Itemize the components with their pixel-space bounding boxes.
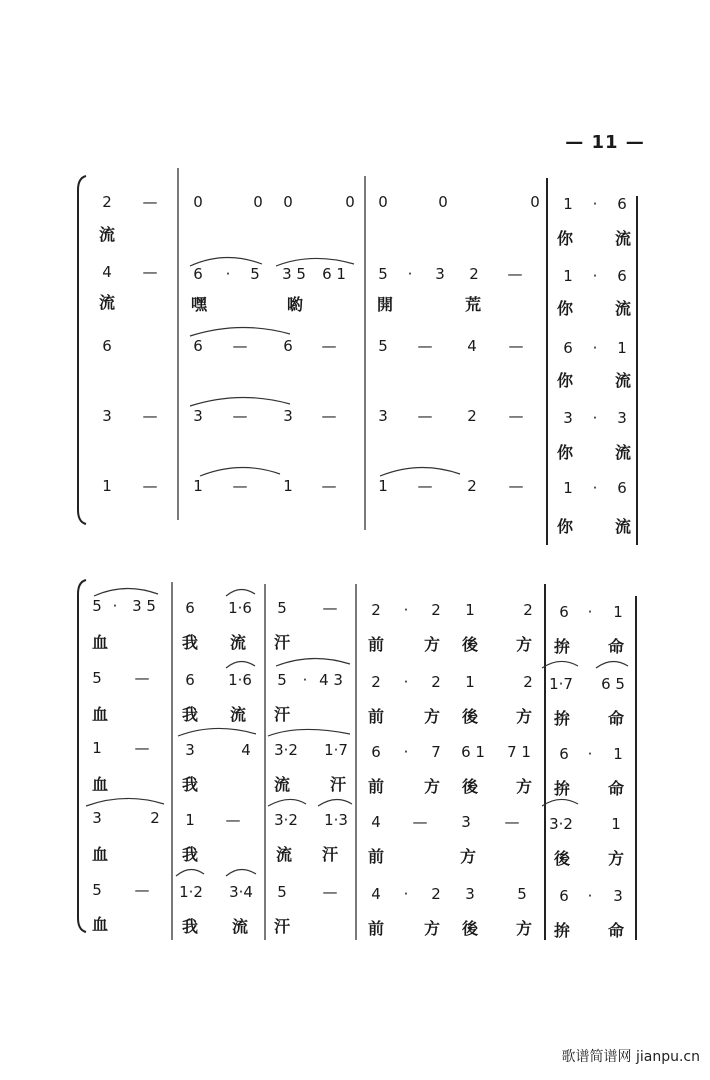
lyric: 血 bbox=[91, 915, 108, 934]
lyric: 方 bbox=[423, 707, 440, 726]
note: — bbox=[322, 599, 338, 617]
note: 1·7 bbox=[324, 741, 348, 759]
lyric: 前 bbox=[367, 777, 384, 796]
lyric: 喲 bbox=[286, 295, 303, 314]
note: 3 bbox=[185, 741, 195, 759]
note: 0 bbox=[378, 193, 388, 211]
note: 6 1 bbox=[461, 743, 485, 761]
slur bbox=[176, 869, 204, 876]
note: — bbox=[321, 407, 337, 425]
note: 4 bbox=[467, 337, 477, 355]
lyric: 流 bbox=[614, 229, 631, 248]
note: 3 bbox=[193, 407, 203, 425]
lyric: 嘿 bbox=[190, 295, 207, 314]
lyric: 流 bbox=[614, 371, 631, 390]
lyric: 我 bbox=[181, 705, 198, 724]
note: · bbox=[112, 597, 118, 615]
note: 5 bbox=[92, 597, 102, 615]
note: 6 bbox=[193, 265, 203, 283]
note: 1 bbox=[92, 739, 102, 757]
note: · bbox=[403, 673, 409, 691]
note: 2 bbox=[371, 673, 381, 691]
note: 6 bbox=[371, 743, 381, 761]
note: · bbox=[592, 409, 598, 427]
note: — bbox=[142, 407, 158, 425]
note: — bbox=[508, 477, 524, 495]
note: — bbox=[142, 263, 158, 281]
lyric: 前 bbox=[367, 847, 384, 866]
slur bbox=[178, 728, 256, 736]
note: 3·4 bbox=[229, 883, 253, 901]
note: 5 bbox=[277, 883, 287, 901]
note: 3 bbox=[563, 409, 573, 427]
note: — bbox=[417, 407, 433, 425]
note: 6 bbox=[559, 603, 569, 621]
lyric: 命 bbox=[607, 637, 624, 656]
note: — bbox=[507, 265, 523, 283]
note: — bbox=[232, 477, 248, 495]
lyric: 汗 bbox=[329, 775, 346, 794]
lyric: 流 bbox=[231, 917, 248, 936]
note: — bbox=[232, 337, 248, 355]
slur bbox=[276, 658, 350, 666]
slur bbox=[86, 798, 164, 806]
lyric: 方 bbox=[459, 847, 476, 866]
note: 5 bbox=[277, 671, 287, 689]
note: · bbox=[407, 265, 413, 283]
note: 3 bbox=[92, 809, 102, 827]
note: · bbox=[587, 745, 593, 763]
note: — bbox=[232, 407, 248, 425]
note: 5 bbox=[378, 265, 388, 283]
lyric: 汗 bbox=[273, 917, 290, 936]
lyric: 流 bbox=[98, 225, 115, 244]
note: — bbox=[321, 477, 337, 495]
note: 3 bbox=[435, 265, 445, 283]
note: 0 bbox=[283, 193, 293, 211]
note: 0 bbox=[193, 193, 203, 211]
note: 6 bbox=[617, 267, 627, 285]
note: 6 bbox=[102, 337, 112, 355]
note: 5 bbox=[92, 881, 102, 899]
note: 0 bbox=[345, 193, 355, 211]
note: · bbox=[592, 479, 598, 497]
lyric: 我 bbox=[181, 775, 198, 794]
page-number: — 11 — bbox=[565, 132, 645, 153]
lyric: 我 bbox=[181, 633, 198, 652]
note: 2 bbox=[431, 673, 441, 691]
note: 6 5 bbox=[601, 675, 625, 693]
note: 5 bbox=[277, 599, 287, 617]
note: 6 bbox=[559, 887, 569, 905]
lyric: 汗 bbox=[273, 705, 290, 724]
note: — bbox=[508, 407, 524, 425]
note: 1 bbox=[378, 477, 388, 495]
note: 1 bbox=[563, 267, 573, 285]
note: — bbox=[225, 811, 241, 829]
note: 3 bbox=[102, 407, 112, 425]
note: 3 bbox=[378, 407, 388, 425]
lyric: 方 bbox=[515, 635, 532, 654]
note: 1 bbox=[563, 479, 573, 497]
lyric: 拚 bbox=[553, 637, 570, 656]
note: 6 bbox=[283, 337, 293, 355]
note: 1 bbox=[563, 195, 573, 213]
lyric: 你 bbox=[556, 517, 573, 536]
slur bbox=[542, 661, 578, 668]
note: 1 bbox=[193, 477, 203, 495]
note: — bbox=[417, 337, 433, 355]
note: 2 bbox=[371, 601, 381, 619]
lyric: 流 bbox=[273, 775, 290, 794]
note: 3·2 bbox=[549, 815, 573, 833]
lyric: 命 bbox=[607, 779, 624, 798]
lyric: 後 bbox=[461, 707, 478, 726]
lyric: 流 bbox=[614, 517, 631, 536]
note: · bbox=[592, 267, 598, 285]
lyric: 方 bbox=[515, 707, 532, 726]
note: 0 bbox=[530, 193, 540, 211]
slur bbox=[596, 661, 628, 668]
note: 1 bbox=[185, 811, 195, 829]
lyric: 血 bbox=[91, 633, 108, 652]
note: 1·7 bbox=[549, 675, 573, 693]
note: 6 bbox=[559, 745, 569, 763]
note: — bbox=[508, 337, 524, 355]
note: — bbox=[142, 193, 158, 211]
note: 7 1 bbox=[507, 743, 531, 761]
note: · bbox=[587, 887, 593, 905]
note: 6 bbox=[563, 339, 573, 357]
note: 5 bbox=[92, 669, 102, 687]
note: 2 bbox=[523, 601, 533, 619]
note: 5 bbox=[378, 337, 388, 355]
note: 0 bbox=[438, 193, 448, 211]
note: — bbox=[134, 739, 150, 757]
note: — bbox=[321, 337, 337, 355]
note: 2 bbox=[523, 673, 533, 691]
lyric: 方 bbox=[607, 849, 624, 868]
note: 2 bbox=[102, 193, 112, 211]
lyric: 方 bbox=[423, 919, 440, 938]
lyric: 你 bbox=[556, 299, 573, 318]
note: 4 bbox=[102, 263, 112, 281]
lyric: 方 bbox=[423, 635, 440, 654]
note: 3 bbox=[283, 407, 293, 425]
note: 3·2 bbox=[274, 811, 298, 829]
lyric: 血 bbox=[91, 845, 108, 864]
lyric: 拚 bbox=[553, 779, 570, 798]
lyric: 後 bbox=[553, 849, 570, 868]
lyric: 你 bbox=[556, 229, 573, 248]
note: 5 bbox=[250, 265, 260, 283]
note: 1·3 bbox=[324, 811, 348, 829]
lyric: 前 bbox=[367, 919, 384, 938]
note: 6 bbox=[185, 671, 195, 689]
note: 2 bbox=[150, 809, 160, 827]
lyric: 流 bbox=[229, 705, 246, 724]
note: 1 bbox=[611, 815, 621, 833]
lyric: 我 bbox=[181, 845, 198, 864]
lyric: 你 bbox=[556, 443, 573, 462]
lyric: 拚 bbox=[553, 921, 570, 940]
note: 2 bbox=[431, 885, 441, 903]
lyric: 命 bbox=[607, 921, 624, 940]
note: — bbox=[322, 883, 338, 901]
note: — bbox=[134, 881, 150, 899]
note: 3 bbox=[613, 887, 623, 905]
slur bbox=[268, 799, 306, 806]
note: · bbox=[302, 671, 308, 689]
note: 3 5 bbox=[132, 597, 156, 615]
slur bbox=[268, 729, 350, 736]
note: 1 bbox=[613, 603, 623, 621]
lyric: 後 bbox=[461, 635, 478, 654]
lyric: 流 bbox=[614, 443, 631, 462]
lyric: 血 bbox=[91, 705, 108, 724]
lyric: 方 bbox=[423, 777, 440, 796]
note: 3 bbox=[461, 813, 471, 831]
note: 3 5 bbox=[282, 265, 306, 283]
note: · bbox=[592, 195, 598, 213]
lyric: 你 bbox=[556, 371, 573, 390]
note: 1 bbox=[283, 477, 293, 495]
note: 4 bbox=[371, 885, 381, 903]
note: 7 bbox=[431, 743, 441, 761]
note: — bbox=[134, 669, 150, 687]
lyric: 方 bbox=[515, 919, 532, 938]
lyric: 血 bbox=[91, 775, 108, 794]
lyric: 命 bbox=[607, 709, 624, 728]
note: — bbox=[504, 813, 520, 831]
lyric: 拚 bbox=[553, 709, 570, 728]
note: 2 bbox=[467, 407, 477, 425]
lyric: 前 bbox=[367, 635, 384, 654]
lyric: 汗 bbox=[273, 633, 290, 652]
lyric: 前 bbox=[367, 707, 384, 726]
note: — bbox=[417, 477, 433, 495]
note: 4 bbox=[371, 813, 381, 831]
note: 3 bbox=[465, 885, 475, 903]
note: · bbox=[403, 885, 409, 903]
slur bbox=[318, 799, 352, 806]
note: 6 bbox=[617, 479, 627, 497]
note: · bbox=[403, 601, 409, 619]
note: 3·2 bbox=[274, 741, 298, 759]
note: — bbox=[142, 477, 158, 495]
system1-brace bbox=[78, 176, 86, 524]
watermark: 歌谱简谱网 jianpu.cn bbox=[561, 1049, 700, 1065]
lyric: 方 bbox=[515, 777, 532, 796]
note: 1 bbox=[613, 745, 623, 763]
lyric: 後 bbox=[461, 777, 478, 796]
note: 1 bbox=[465, 673, 475, 691]
note: 6 1 bbox=[322, 265, 346, 283]
note: 2 bbox=[469, 265, 479, 283]
note: 6 bbox=[193, 337, 203, 355]
note: 2 bbox=[431, 601, 441, 619]
note: · bbox=[403, 743, 409, 761]
note: · bbox=[225, 265, 231, 283]
note: 4 bbox=[241, 741, 251, 759]
lyric: 汗 bbox=[321, 845, 338, 864]
note: 1·6 bbox=[228, 599, 252, 617]
note: 1 bbox=[617, 339, 627, 357]
lyric: 流 bbox=[614, 299, 631, 318]
note: 3 bbox=[617, 409, 627, 427]
note: 1·6 bbox=[228, 671, 252, 689]
note: · bbox=[587, 603, 593, 621]
slur bbox=[226, 869, 256, 876]
note: 1·2 bbox=[179, 883, 203, 901]
note: 4 3 bbox=[319, 671, 343, 689]
lyric: 流 bbox=[275, 845, 292, 864]
lyric: 後 bbox=[461, 919, 478, 938]
note: 1 bbox=[102, 477, 112, 495]
note: · bbox=[592, 339, 598, 357]
note: 2 bbox=[467, 477, 477, 495]
lyric: 我 bbox=[181, 917, 198, 936]
lyric: 荒 bbox=[464, 295, 481, 314]
note: 5 bbox=[517, 885, 527, 903]
lyric: 開 bbox=[376, 295, 393, 314]
note: 0 bbox=[253, 193, 263, 211]
note: — bbox=[412, 813, 428, 831]
lyric: 流 bbox=[229, 633, 246, 652]
system2-brace bbox=[78, 580, 86, 932]
note: 6 bbox=[185, 599, 195, 617]
note: 6 bbox=[617, 195, 627, 213]
note: 1 bbox=[465, 601, 475, 619]
lyric: 流 bbox=[98, 293, 115, 312]
